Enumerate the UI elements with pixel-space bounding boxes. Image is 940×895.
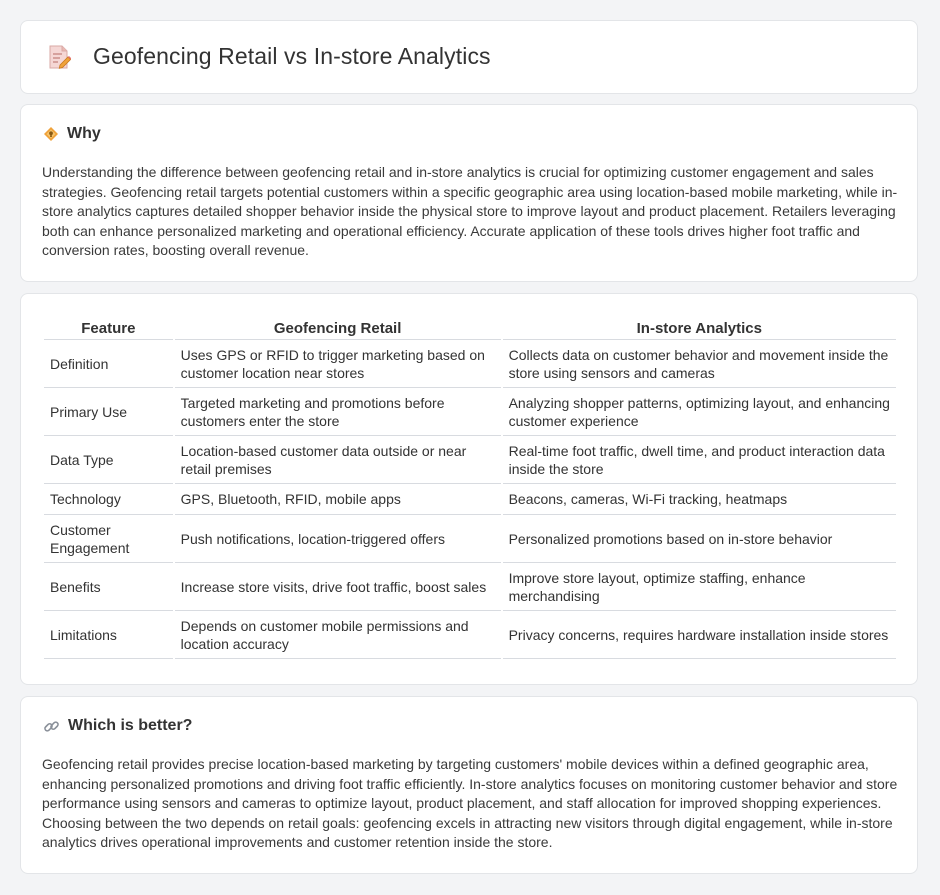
why-header: [43, 125, 101, 143]
instore-cell: Collects data on customer behavior and movement inside the store using sensors and cameras: [503, 340, 896, 388]
link-icon: [43, 718, 60, 735]
document-edit-icon: [47, 44, 71, 70]
instore-cell: Privacy concerns, requires hardware installation inside stores: [503, 611, 896, 659]
table-header-row: [44, 315, 896, 340]
feature-cell: Benefits: [44, 563, 173, 611]
better-header: [43, 717, 192, 735]
lightbulb-icon: [43, 126, 59, 142]
feature-cell: Data Type: [44, 436, 173, 484]
geofencing-cell: Targeted marketing and promotions before customers enter the store: [175, 388, 501, 436]
better-heading: Which is better?: [68, 717, 193, 734]
instore-cell: Beacons, cameras, Wi-Fi tracking, heatmaps: [503, 484, 896, 515]
table-row: [44, 484, 896, 515]
page-header: [47, 43, 491, 70]
header-instore: In-store Analytics: [503, 315, 896, 340]
table-row: [44, 436, 896, 484]
geofencing-cell: Location-based customer data outside or near retail premises: [175, 436, 501, 484]
feature-cell: Limitations: [44, 611, 173, 659]
why-section: [20, 104, 918, 282]
feature-cell: Customer Engagement: [44, 515, 173, 563]
comparison-table: [42, 315, 898, 659]
table-row: [44, 563, 896, 611]
header-geofencing: Geofencing Retail: [175, 315, 501, 340]
table-row: [44, 340, 896, 388]
page-title: Geofencing Retail vs In-store Analytics: [93, 43, 491, 69]
geofencing-cell: Push notifications, location-triggered offers: [175, 515, 501, 563]
geofencing-cell: Uses GPS or RFID to trigger marketing based on customer location near stores: [175, 340, 501, 388]
instore-cell: Personalized promotions based on in-store behavior: [503, 515, 896, 563]
comparison-section: [20, 293, 918, 685]
feature-cell: Primary Use: [44, 388, 173, 436]
why-heading: Why: [67, 125, 101, 142]
instore-cell: Improve store layout, optimize staffing, enhance merchandising: [503, 563, 896, 611]
geofencing-cell: Increase store visits, drive foot traffic, boost sales: [175, 563, 501, 611]
instore-cell: Analyzing shopper patterns, optimizing layout, and enhancing customer experience: [503, 388, 896, 436]
header-feature: Feature: [44, 315, 173, 340]
feature-cell: Technology: [44, 484, 173, 515]
geofencing-cell: GPS, Bluetooth, RFID, mobile apps: [175, 484, 501, 515]
better-body: Geofencing retail provides precise location-based marketing by targeting customers' mobile devices within a defined geographic area, enhancing personalized promotions and driving foot traffic efficiently. In-store analytics focuses on monitoring customer behavior and store performance using sensors and cameras to optimize layout, product placement, and staff allocation for improved shopping experiences. Choosing between the two depends on retail goals: geofencing excels in attracting new visitors through digital engagement, while in-store analytics drives operational improvements and customer retention inside the store.: [42, 756, 898, 851]
table-row: [44, 515, 896, 563]
which-is-better-section: [20, 696, 918, 874]
title-card: [20, 20, 918, 94]
table-row: [44, 611, 896, 659]
why-body: Understanding the difference between geofencing retail and in-store analytics is crucial for optimizing customer engagement and sales strategies. Geofencing retail targets potential customers within a specific geographic area using location-based mobile marketing, while in-store analytics captures detailed shopper behavior inside the physical store to improve layout and product placement. Retailers leveraging both can enhance personalized marketing and operational efficiency. Accurate application of these tools drives higher foot traffic and conversion rates, boosting overall revenue.: [42, 164, 898, 259]
instore-cell: Real-time foot traffic, dwell time, and product interaction data inside the store: [503, 436, 896, 484]
table-row: [44, 388, 896, 436]
geofencing-cell: Depends on customer mobile permissions and location accuracy: [175, 611, 501, 659]
feature-cell: Definition: [44, 340, 173, 388]
